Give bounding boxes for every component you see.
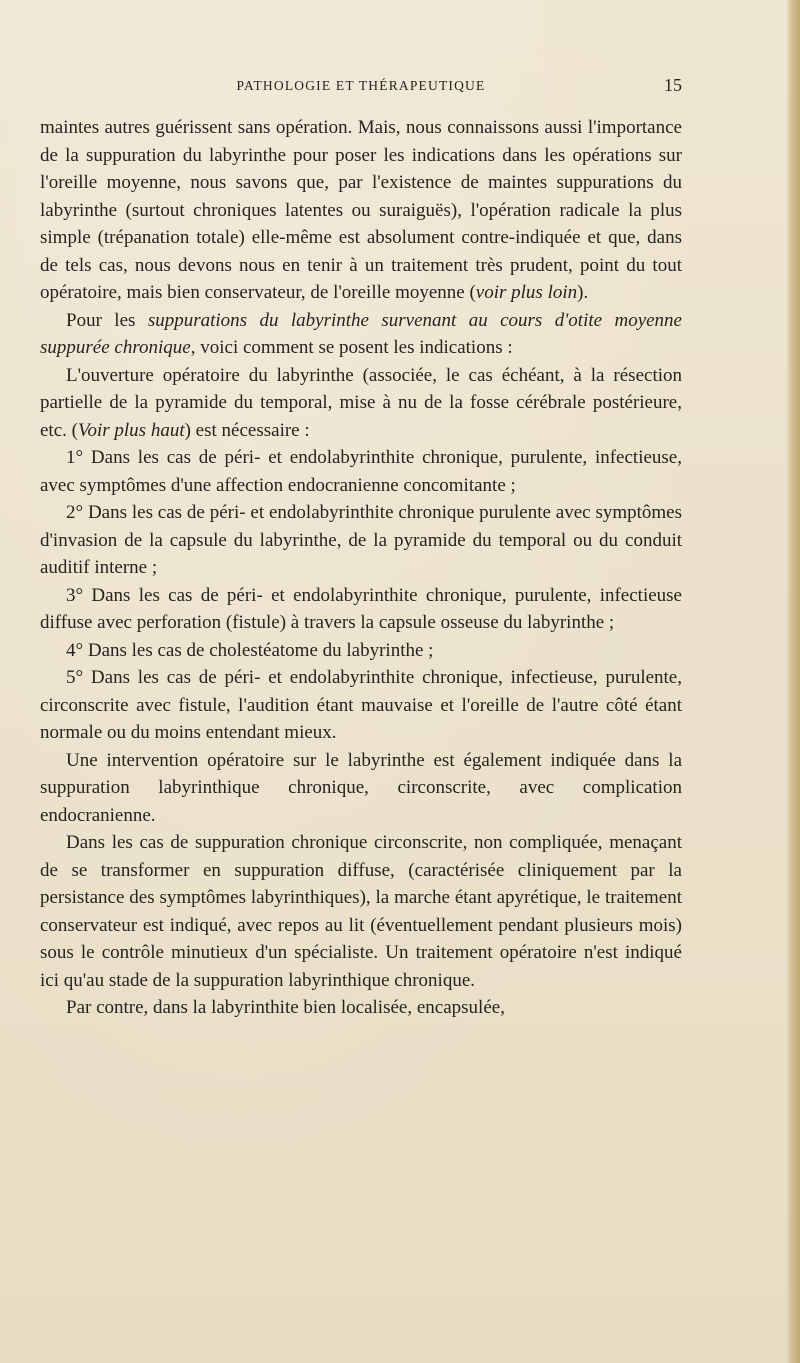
- cross-reference: voir plus loin: [475, 282, 578, 303]
- text-column: [40, 114, 682, 1022]
- paragraph-1-end: ).: [577, 282, 589, 303]
- paragraph-2-lead: Pour les: [66, 309, 148, 331]
- paragraph-3-b: ) est nécessaire :: [184, 419, 310, 441]
- paragraph-continuation: [40, 114, 682, 307]
- paragraph-3-a: L'ouverture opératoire du labyrinthe (associée, le cas échéant, à la résection partielle de la pyramide du temporal, mise à nu de la fosse cérébrale postérieure, etc. (: [40, 364, 682, 441]
- paragraph-conservative-treatment: Dans les cas de suppuration chronique circonscrite, non compliquée, menaçant de se transformer en suppuration diffuse, (caractérisée cliniquement par la persistance des symptômes labyrinthiques), la marche étant apyrétique, le traitement conservateur est indiqué, avec repos au lit (éventuellement pendant plusieurs mois) sous le contrôle minutieux d'un spécialiste. Un traitement opératoire n'est indiqué ici qu'au stade de la suppuration labyrinthique chronique.: [40, 832, 682, 991]
- paragraph-intervention: Une intervention opératoire sur le labyrinthe est également indiquée dans la suppuration labyrinthique chronique, circonscrite, avec complication endocranienne.: [40, 749, 682, 826]
- list-item: 5° Dans les cas de péri- et endolabyrinthite chronique, infectieuse, purulente, circonscrite avec fistule, l'audition étant mauvaise et l'oreille de l'autre côté étant normale ou du moins entendant mieux.: [40, 667, 682, 743]
- list-item: 4° Dans les cas de cholestéatome du labyrinthe ;: [66, 639, 434, 661]
- paragraph-2-rest: , voici comment se posent les indications :: [190, 337, 513, 358]
- paragraph-surgical-opening: [40, 362, 682, 445]
- list-item: 2° Dans les cas de péri- et endolabyrinthite chronique purulente avec symptômes d'invasion de la capsule du labyrinthe, de la pyramide du temporal ou du conduit auditif interne ;: [40, 502, 682, 578]
- running-head: [40, 75, 682, 102]
- paragraph-2-italic: suppurations du labyrinthe survenant au cours d'otite moyenne suppurée chronique: [40, 309, 682, 358]
- running-title: PATHOLOGIE ET THÉRAPEUTIQUE: [236, 78, 486, 93]
- paragraph-indications: [40, 307, 682, 362]
- paragraph-1-text: maintes autres guérissent sans opération. Mais, nous connaissons aussi l'importance de la suppuration du labyrinthe pour poser les indications dans les opérations sur l'oreille moyenne, nous savons que, par l'existence de maintes suppurations du labyrinthe (surtout chroniques latentes ou suraiguës), l'opération radicale la plus simple (trépanation totale) elle-même est absolument contre-indiquée et que, dans de tels cas, nous devons nous en tenir à un traitement très prudent, point du tout opératoire, mais bien conservateur, de l'oreille moyenne (: [40, 117, 682, 303]
- cross-reference: Voir plus haut: [77, 419, 185, 441]
- list-item: 1° Dans les cas de péri- et endolabyrinthite chronique, purulente, infectieuse, avec symptômes d'une affection endocranienne concomitante ;: [40, 447, 682, 496]
- page-number: 15: [664, 75, 682, 95]
- paragraph-contra: Par contre, dans la labyrinthite bien localisée, encapsulée,: [66, 997, 505, 1018]
- page-edge-shadow: [786, 0, 800, 1363]
- list-item: 3° Dans les cas de péri- et endolabyrinthite chronique, purulente, infectieuse diffuse avec perforation (fistule) à travers la capsule osseuse du labyrinthe ;: [40, 584, 682, 633]
